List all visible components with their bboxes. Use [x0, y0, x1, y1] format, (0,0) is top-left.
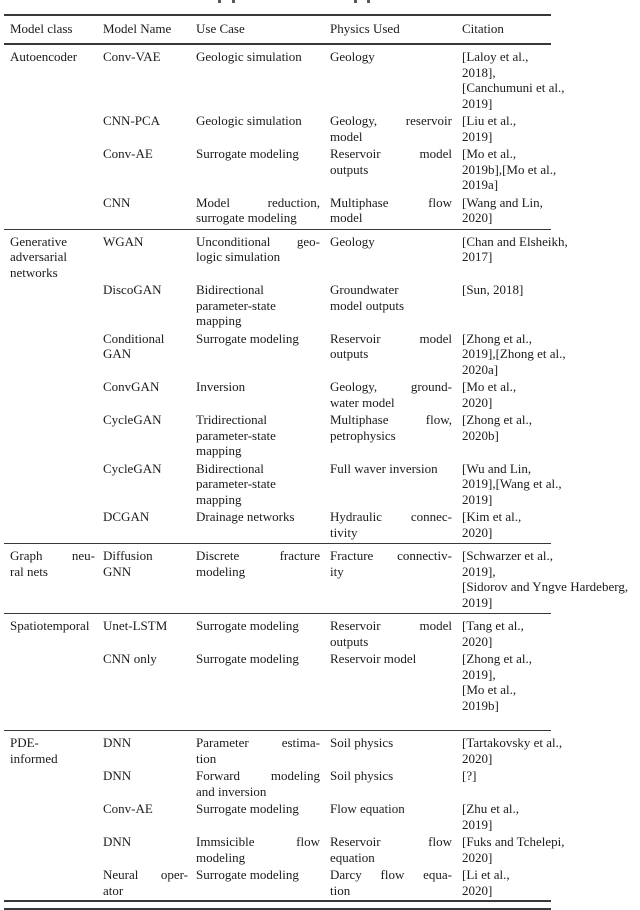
cell-citation [462, 412, 551, 459]
cell-use-case [196, 412, 330, 459]
cell-model-name [103, 618, 196, 649]
text-line: parameter-state [196, 297, 276, 313]
cell-model-class [10, 461, 103, 508]
text-line: 2019], [462, 666, 496, 682]
text-line: CNN-PCA [103, 113, 161, 128]
cell-use-case [196, 49, 330, 111]
cell-use-case [196, 735, 330, 766]
text-line: 2019b] [462, 697, 499, 713]
cell-model-class [10, 651, 103, 713]
text-line: [Zhu et al., [462, 801, 520, 816]
text-line: tion [330, 882, 351, 898]
column-header-citation: Citation [462, 21, 504, 36]
text-line: 2019a] [462, 177, 499, 192]
text-line: Reservoir model [330, 146, 452, 161]
text-line: Conv-VAE [103, 49, 161, 64]
cell-model-name [103, 49, 196, 111]
cell-citation [462, 282, 551, 329]
text-line: ator [103, 882, 124, 898]
text-line: DNN [103, 834, 132, 849]
text-line: Immsicible flow [196, 834, 320, 849]
cell-use-case [196, 146, 330, 193]
cell-citation [462, 233, 568, 281]
text-line: Discrete fracture [196, 548, 320, 563]
cell-use-case [196, 801, 330, 832]
text-line: Model reduction, [196, 194, 320, 210]
cell-citation [462, 801, 551, 832]
cell-use-case [196, 651, 330, 713]
cell-physics-used [330, 618, 462, 649]
text-line: 2019] [462, 491, 493, 507]
text-line: Parameter estima- [196, 735, 320, 750]
cell-physics-used [330, 834, 462, 865]
text-line: parameter-state [196, 476, 276, 491]
cell-citation [462, 49, 565, 111]
text-line: 2019],[Zhong et al., [462, 346, 566, 361]
column-header-model-name: Model Name [103, 21, 172, 36]
cell-citation [462, 379, 551, 410]
text-line: Multiphase flow [330, 194, 452, 210]
cell-citation [462, 651, 551, 713]
table-bottom-rule [4, 900, 551, 910]
cell-physics-used [330, 548, 462, 610]
cell-model-name [103, 867, 196, 898]
text-line: Surrogate modeling [196, 651, 299, 666]
cell-use-case [196, 331, 330, 378]
cell-model-name [103, 651, 196, 713]
cell-model-name [103, 331, 196, 378]
text-line: mapping [196, 491, 242, 507]
text-line: [?] [462, 768, 477, 783]
cell-use-case [196, 234, 330, 281]
text-line: [Wu and Lin, [462, 460, 532, 476]
table-row [10, 509, 551, 540]
cell-use-case [196, 282, 330, 329]
cell-model-class [10, 735, 103, 766]
cell-use-case [196, 834, 330, 865]
table-row [10, 834, 565, 865]
cell-citation [462, 735, 563, 766]
text-line: [Chan and Elsheikh, [462, 233, 568, 249]
text-line: Bidirectional [196, 460, 264, 476]
text-line: modeling [196, 563, 246, 579]
text-line: Reservoir model [330, 618, 452, 633]
text-line: Surrogate modeling [196, 146, 299, 161]
text-line: 2019],[Wang et al., [462, 476, 562, 491]
table-row [10, 49, 565, 111]
text-line: 2020] [462, 394, 493, 410]
text-line: Inversion [196, 379, 246, 394]
text-line: [Wang and Lin, [462, 194, 543, 210]
cell-citation [462, 867, 551, 898]
cell-model-name [103, 146, 196, 193]
text-line: [Kim et al., [462, 509, 522, 524]
cell-physics-used [330, 461, 462, 508]
text-line: Flow equation [330, 801, 405, 816]
cell-citation [462, 113, 551, 144]
text-line: Geology [330, 233, 375, 249]
text-line: [Schwarzer et al., [462, 548, 553, 563]
text-line: [Zhong et al., [462, 330, 533, 346]
text-line: Hydraulic connec- [330, 509, 452, 524]
cell-model-class [10, 49, 103, 111]
text-line: 2020a] [462, 361, 499, 377]
column-header-model-class: Model class [10, 21, 73, 36]
cell-physics-used [330, 735, 462, 766]
table-row [10, 867, 551, 898]
cell-model-class [10, 331, 103, 378]
text-line: Surrogate modeling [196, 801, 299, 816]
cell-physics-used [330, 509, 462, 540]
text-line: DCGAN [103, 509, 150, 524]
text-line: equation [330, 849, 375, 865]
cell-model-name [103, 195, 196, 226]
text-line: [Tartakovsky et al., [462, 735, 563, 750]
table-row [10, 282, 551, 329]
text-line: informed [10, 750, 58, 766]
text-line: Geologic simulation [196, 49, 302, 64]
text-line: CycleGAN [103, 412, 162, 427]
cell-citation [462, 768, 551, 799]
cell-model-class [10, 509, 103, 540]
cell-model-name [103, 282, 196, 329]
cell-physics-used [330, 282, 462, 329]
text-line: Multiphase flow, [330, 412, 452, 427]
text-line: Reservoir flow [330, 834, 452, 849]
text-line: [Mo et al., [462, 146, 517, 161]
cell-physics-used [330, 113, 462, 144]
cell-model-class [10, 618, 103, 649]
text-line: Surrogate modeling [196, 618, 299, 633]
text-line: parameter-state [196, 427, 276, 443]
text-line: ral nets [10, 563, 48, 579]
text-line: surrogate modeling [196, 210, 297, 225]
text-line: outputs [330, 346, 369, 361]
cell-citation [462, 834, 565, 865]
cell-model-class [10, 768, 103, 799]
text-line: CycleGAN [103, 460, 162, 476]
table-row [10, 460, 562, 508]
text-line: Groundwater [330, 282, 399, 297]
cell-physics-used [330, 331, 462, 378]
cropped-caption-remnant [0, 0, 640, 4]
text-line: 2020] [462, 524, 493, 540]
text-line: [Sidorov and Yngve Hardeberg, [462, 579, 629, 594]
column-header-use-case: Use Case [196, 21, 245, 36]
text-line: 2020] [462, 210, 493, 225]
text-line: and inversion [196, 783, 267, 799]
cell-use-case [196, 548, 330, 610]
text-line: model [330, 128, 363, 144]
cell-model-class [10, 379, 103, 410]
cell-citation [462, 195, 551, 226]
text-line: Darcy flow equa- [330, 867, 452, 882]
cell-use-case [196, 618, 330, 649]
text-line: [Fuks and Tchelepi, [462, 834, 565, 849]
text-line: Conv-AE [103, 801, 153, 816]
text-line: tion [196, 750, 217, 766]
table-row [10, 195, 551, 226]
text-line: model outputs [330, 297, 405, 313]
table-group [4, 45, 565, 229]
cell-model-name [103, 801, 196, 832]
paper-table [4, 14, 629, 910]
text-line: Graph neu- [10, 548, 95, 563]
cell-use-case [196, 461, 330, 508]
table-row [10, 379, 551, 410]
text-line: GNN [103, 563, 132, 579]
cell-model-name [103, 768, 196, 799]
text-line: Surrogate modeling [196, 330, 299, 346]
text-line: Fracture connectiv- [330, 548, 452, 563]
table-row [10, 735, 563, 766]
text-line: [Zhong et al., [462, 412, 533, 427]
text-line: 2019] [462, 95, 493, 111]
text-line: Conv-AE [103, 146, 153, 161]
text-line: [Liu et al., [462, 113, 517, 128]
table-header-row [4, 16, 551, 45]
table-row [10, 768, 551, 799]
text-line: Geology, reservoir [330, 113, 452, 128]
text-line: Drainage networks [196, 509, 295, 524]
cell-model-class [10, 234, 103, 281]
cell-model-name [103, 548, 196, 610]
text-line: 2018], [462, 64, 496, 80]
text-line: [Tang et al., [462, 618, 524, 633]
text-line: [Laloy et al., [462, 49, 529, 64]
text-line: [Li et al., [462, 867, 510, 882]
table-row [10, 330, 566, 378]
cell-model-class [10, 801, 103, 832]
cell-model-class [10, 195, 103, 226]
cell-physics-used [330, 768, 462, 799]
text-line: 2019] [462, 594, 493, 610]
text-line: Tridirectional [196, 412, 268, 427]
text-line: 2020b] [462, 427, 499, 443]
text-line: logic simulation [196, 249, 281, 264]
table-row [10, 618, 551, 649]
cell-model-name [103, 234, 196, 281]
cell-use-case [196, 113, 330, 144]
text-line: Geology [330, 49, 375, 64]
text-line: networks [10, 264, 58, 280]
cell-model-class [10, 282, 103, 329]
text-line: [Zhong et al., [462, 651, 533, 666]
text-line: 2019b],[Mo et al., [462, 161, 557, 177]
cell-physics-used [330, 146, 462, 193]
text-line: adversarial [10, 249, 68, 264]
text-line: outputs [330, 161, 369, 177]
cell-model-class [10, 548, 103, 610]
cell-model-class [10, 412, 103, 459]
table-row [10, 113, 551, 144]
cell-model-name [103, 461, 196, 508]
text-line: model [330, 210, 363, 225]
cell-use-case [196, 768, 330, 799]
text-line: Neural oper- [103, 867, 188, 882]
cell-citation [462, 330, 566, 378]
cell-model-name [103, 735, 196, 766]
text-line: Generative [10, 233, 68, 249]
cell-physics-used [330, 867, 462, 898]
text-line: petrophysics [330, 427, 396, 443]
cell-model-name [103, 412, 196, 459]
cell-use-case [196, 195, 330, 226]
text-line: Autoencoder [10, 49, 78, 64]
column-header-physics-used: Physics Used [330, 21, 400, 36]
cell-citation [462, 548, 629, 610]
table-group [4, 229, 568, 544]
cell-use-case [196, 509, 330, 540]
text-line: mapping [196, 443, 242, 458]
text-line: Forward modeling [196, 768, 320, 783]
text-line: Unet-LSTM [103, 618, 168, 633]
text-line: Geology, ground- [330, 379, 452, 394]
text-line: Bidirectional [196, 282, 264, 297]
text-line: DNN [103, 768, 132, 783]
table-row [10, 412, 551, 459]
text-line: [Canchumuni et al., [462, 80, 565, 95]
table-row [10, 146, 557, 193]
text-line: Unconditional geo- [196, 233, 320, 249]
text-line: mapping [196, 313, 242, 328]
cell-physics-used [330, 379, 462, 410]
text-line: CNN only [103, 651, 157, 666]
text-line: Reservoir model [330, 651, 417, 666]
cell-model-class [10, 113, 103, 144]
cell-model-class [10, 867, 103, 898]
text-line: Diffusion [103, 548, 153, 563]
text-line: Full waver inversion [330, 460, 438, 476]
cell-model-name [103, 113, 196, 144]
text-line: PDE- [10, 735, 39, 750]
cell-use-case [196, 867, 330, 898]
table-group [4, 543, 629, 613]
text-line: [Mo et al., [462, 682, 517, 697]
text-line: [Sun, 2018] [462, 282, 524, 297]
text-line: 2017] [462, 249, 493, 264]
text-line: ConvGAN [103, 379, 160, 394]
cell-physics-used [330, 49, 462, 111]
cell-citation [462, 146, 557, 193]
text-line: modeling [196, 849, 246, 865]
text-line: Soil physics [330, 735, 394, 750]
cell-physics-used [330, 234, 462, 281]
text-line: 2019] [462, 816, 493, 832]
cell-model-name [103, 834, 196, 865]
table-row [10, 651, 551, 713]
cell-model-class [10, 834, 103, 865]
text-line: Surrogate modeling [196, 867, 299, 882]
table-row [10, 233, 568, 281]
text-line: WGAN [103, 233, 144, 249]
table-group [4, 730, 565, 900]
text-line: Geologic simulation [196, 113, 302, 128]
cell-model-name [103, 379, 196, 410]
text-line: Soil physics [330, 768, 394, 783]
text-line: GAN [103, 346, 132, 361]
text-line: Conditional [103, 330, 165, 346]
text-line: CNN [103, 194, 131, 210]
text-line: Spatiotemporal [10, 618, 90, 633]
text-line: 2020] [462, 633, 493, 649]
cell-physics-used [330, 195, 462, 226]
cell-physics-used [330, 412, 462, 459]
text-line: tivity [330, 524, 358, 540]
text-line: 2020] [462, 849, 493, 865]
cell-physics-used [330, 801, 462, 832]
cell-use-case [196, 379, 330, 410]
table-row [10, 801, 551, 832]
text-line: 2020] [462, 882, 493, 898]
table-row [10, 548, 629, 610]
table-body [4, 45, 629, 900]
text-line: 2020] [462, 750, 493, 766]
text-line: [Mo et al., [462, 379, 517, 394]
text-line: Reservoir model [330, 330, 452, 346]
text-line: water model [330, 394, 395, 410]
text-line: DNN [103, 735, 132, 750]
table-group [4, 613, 551, 730]
cell-model-class [10, 146, 103, 193]
cell-citation [462, 618, 551, 649]
text-line: ity [330, 563, 344, 579]
text-line: DiscoGAN [103, 282, 162, 297]
cell-citation [462, 509, 551, 540]
text-line: outputs [330, 633, 369, 649]
text-line: 2019], [462, 563, 496, 579]
cell-model-name [103, 509, 196, 540]
cell-citation [462, 460, 562, 508]
text-line: 2019] [462, 128, 493, 144]
cell-physics-used [330, 651, 462, 713]
